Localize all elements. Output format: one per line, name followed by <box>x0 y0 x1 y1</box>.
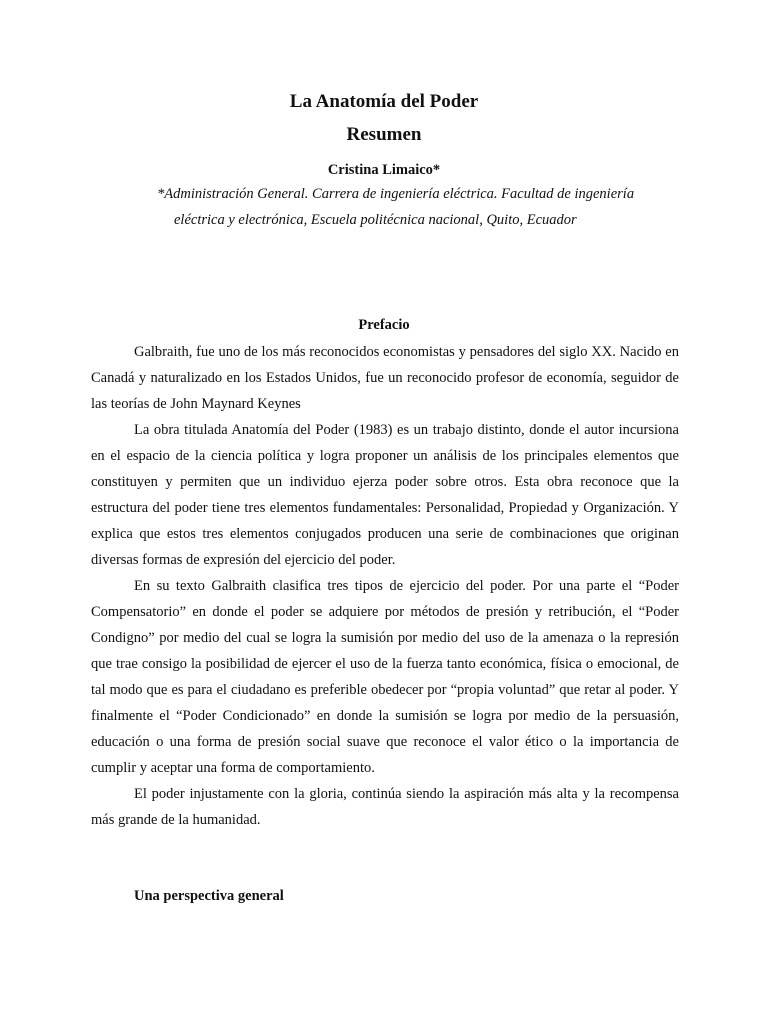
document-title: La Anatomía del Poder <box>289 91 479 112</box>
paragraph: La obra titulada Anatomía del Poder (1983) es un trabajo distinto, donde el autor incursiona en el espacio de la ciencia política y logra proponer un análisis de los principales elementos que constituyen y permiten que un individuo ejerza poder sobre otros. Esta obra reconoce que la estructura del poder tiene tres elementos fundamentales: Personalidad, Propiedad y Organización. Y explica que estos tres elementos conjugados producen una serie de combinaciones que originan diversas formas de expresión del ejercicio del poder. <box>91 422 679 568</box>
section-heading-prefacio: Prefacio <box>358 317 410 333</box>
paragraph: El poder injustamente con la gloria, continúa siendo la aspiración más alta y la recompensa más grande de la humanidad. <box>91 786 679 828</box>
affiliation-line-1: *Administración General. Carrera de ingeniería eléctrica. Facultad de ingeniería <box>157 186 635 202</box>
body-text <box>91 339 679 833</box>
author-name: Cristina Limaico* <box>327 162 441 178</box>
paragraph: Galbraith, fue uno de los más reconocidos economistas y pensadores del siglo XX. Nacido en Canadá y naturalizado en los Estados Unidos, fue un reconocido profesor de economía, seguidor de las teorías de John Maynard Keynes <box>91 344 679 412</box>
affiliation-line-2: eléctrica y electrónica, Escuela politécnica nacional, Quito, Ecuador <box>174 212 577 228</box>
document-subtitle: Resumen <box>346 124 422 145</box>
subsection-heading: Una perspectiva general <box>134 888 284 904</box>
paragraph: En su texto Galbraith clasifica tres tipos de ejercicio del poder. Por una parte el “Poder Compensatorio” en donde el poder se adquiere por métodos de presión y retribución, el “Poder Condigno” por medio del cual se logra la sumisión por medio del uso de la amenaza o la represión que trae consigo la posibilidad de ejercer el uso de la fuerza tanto económica, física o emocional, de tal modo que es para el ciudadano es preferible obedecer por “propia voluntad” que retar al poder. Y finalmente el “Poder Condicionado” en donde la sumisión se logra por medio de la persuasión, educación o una forma de presión social suave que reconoce el valor ético o la importancia de cumplir y aceptar una forma de comportamiento. <box>91 578 679 776</box>
